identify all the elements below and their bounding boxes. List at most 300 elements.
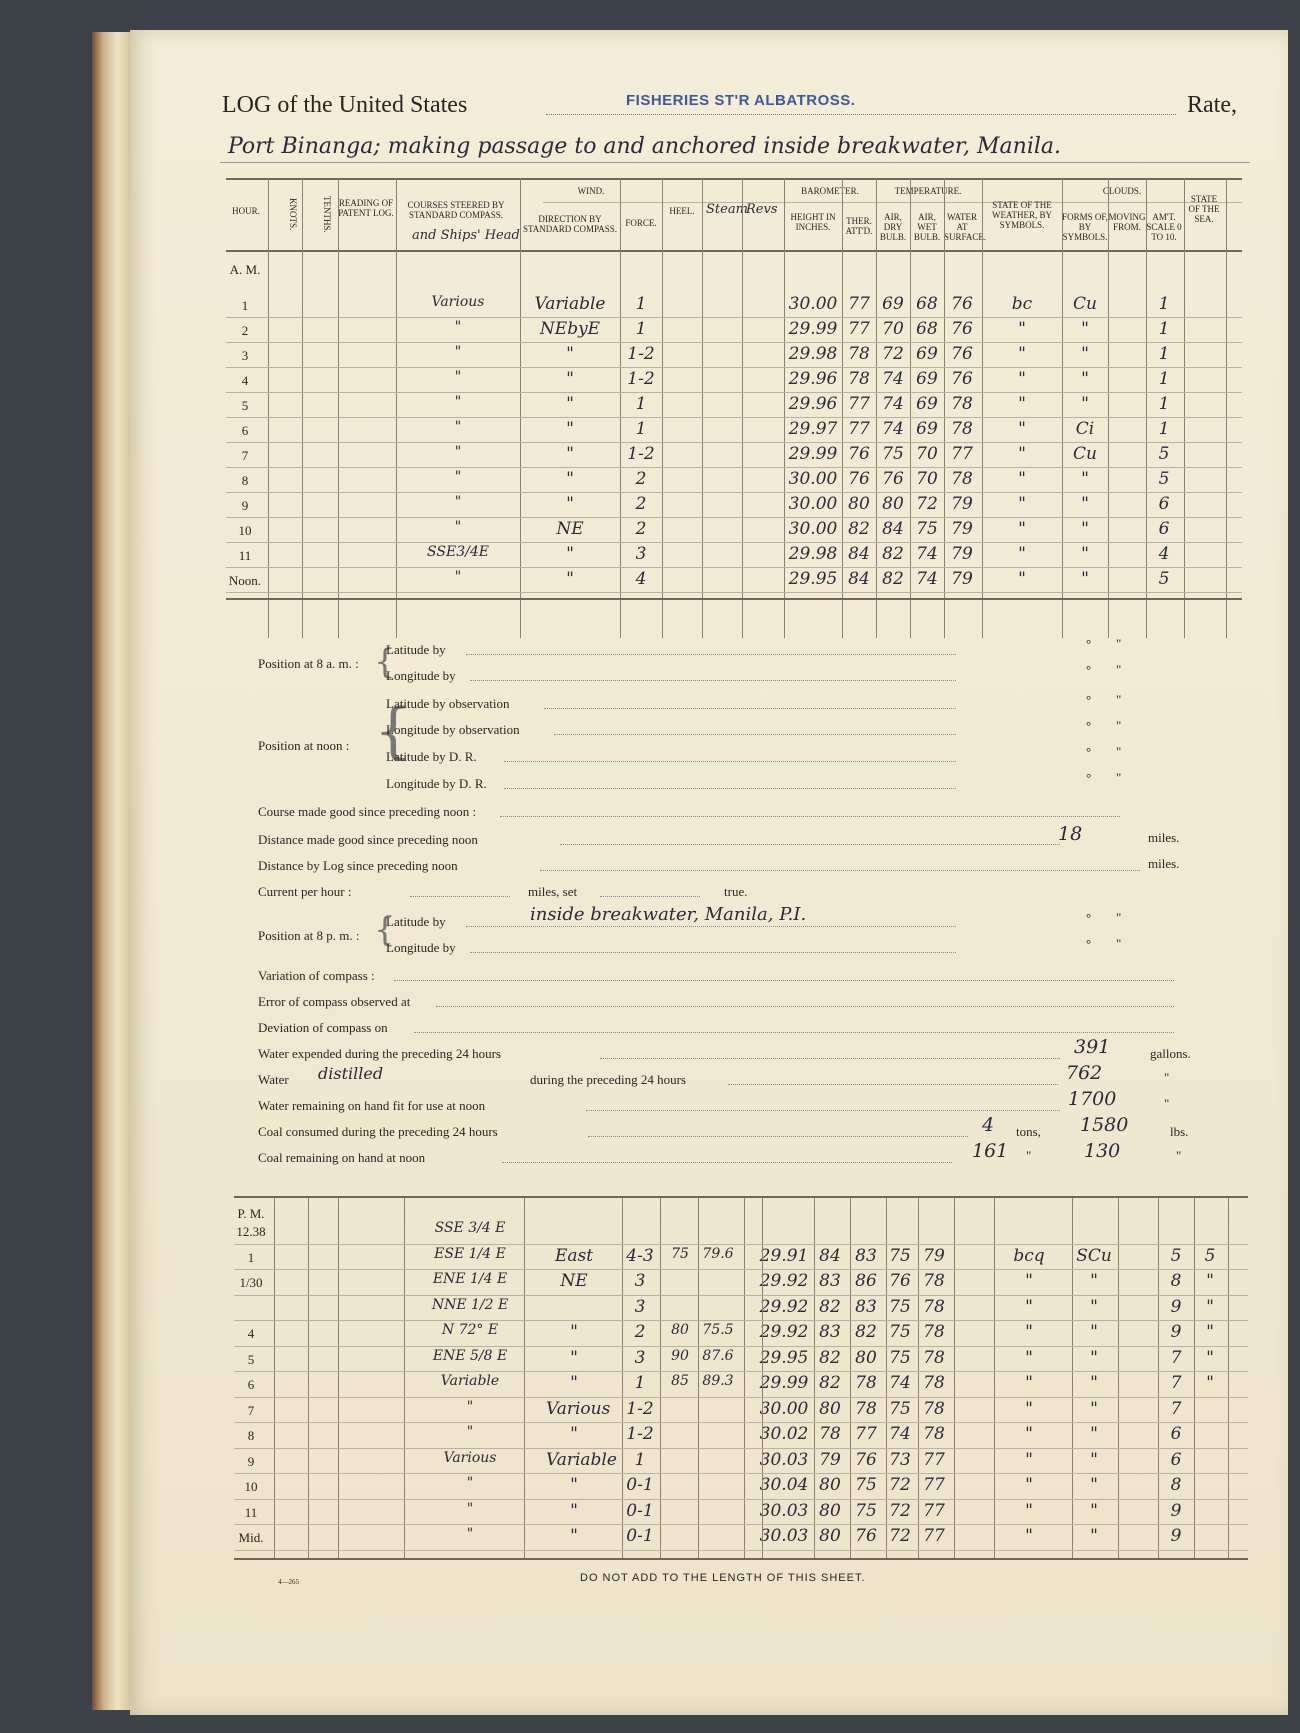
col-knots: KNOTS. (288, 197, 298, 231)
air-wet-cell: 70 (916, 469, 938, 489)
col-tenths: TENTHS. (322, 195, 332, 233)
dotline (560, 844, 1060, 845)
weather-cell: " (1018, 444, 1026, 464)
dotline (414, 1032, 1174, 1033)
wind-force-cell: 4-3 (626, 1245, 654, 1266)
dotline (554, 734, 956, 735)
water-distilled-value: 762 (1066, 1062, 1103, 1084)
ditto-mark: " (1164, 1070, 1170, 1085)
baro-height-cell: 30.04 (759, 1475, 809, 1495)
error-of-compass: Error of compass observed at (258, 994, 411, 1009)
row-rule (226, 342, 1242, 343)
course-cell: " (466, 1398, 474, 1415)
variation-of-compass: Variation of compass : (258, 968, 375, 983)
hour-cell: 5 (241, 398, 249, 413)
lat-observation: Latitude by observation (386, 696, 510, 711)
row-rule (234, 1422, 1248, 1423)
col-wind-direction: DIRECTION BY STANDARD COMPASS. (523, 214, 617, 234)
cloud-amount-cell: 1 (1158, 419, 1170, 439)
row-rule (234, 1269, 1248, 1270)
water-temp-cell: 77 (923, 1500, 945, 1521)
air-wet-cell: 69 (916, 419, 938, 439)
water-temp-cell: 79 (951, 544, 973, 564)
cloud-forms-cell: Ci (1075, 419, 1095, 439)
dotline (586, 1110, 1060, 1111)
wind-force-cell: 1-2 (627, 444, 655, 464)
water-temp-cell: 76 (951, 319, 973, 339)
dotline (540, 870, 1140, 871)
dotline (470, 680, 956, 681)
baro-ther-cell: 78 (848, 344, 870, 364)
column-divider (744, 1198, 745, 1558)
column-divider (308, 1198, 309, 1558)
baro-height-cell: 29.99 (788, 319, 838, 339)
hour-cell: 4 (247, 1326, 255, 1341)
cloud-amount-cell: 1 (1158, 319, 1170, 339)
course-cell: N 72° E (441, 1322, 499, 1338)
log-page (130, 30, 1288, 1715)
hour-cell: 5 (247, 1351, 255, 1367)
hour-cell: 6 (241, 423, 249, 438)
column-divider (698, 1198, 699, 1558)
cloud-amount-cell: 9 (1170, 1322, 1182, 1342)
baro-height-cell: 29.98 (788, 544, 838, 564)
cloud-forms-cell: " (1081, 344, 1089, 364)
wind-direction-cell: " (570, 1475, 578, 1495)
cloud-forms-cell: Cu (1073, 294, 1097, 314)
baro-ther-cell: 80 (819, 1475, 841, 1495)
row-rule (226, 317, 1242, 318)
course-cell: " (454, 394, 462, 410)
miles-set: miles, set (528, 884, 578, 899)
course-cell: " (454, 344, 462, 360)
col-cloud-forms: FORMS OF, BY SYMBOLS. (1062, 212, 1108, 242)
cloud-amount-cell: 8 (1170, 1475, 1182, 1495)
baro-ther-cell: 84 (848, 544, 870, 564)
dotline (728, 1084, 1058, 1085)
baro-ther-cell: 83 (819, 1271, 841, 1291)
row-rule (226, 567, 1242, 568)
cloud-amount-cell: 1 (1158, 369, 1170, 389)
weather-cell: bc (1011, 294, 1033, 314)
sea-state-cell: " (1206, 1373, 1214, 1393)
sec-mark: " (1116, 718, 1122, 733)
ditto-mark: " (1176, 1148, 1182, 1163)
air-wet-cell: 68 (916, 319, 938, 339)
air-wet-cell: 72 (889, 1475, 911, 1495)
cloud-forms-cell: " (1081, 519, 1089, 539)
sec-mark: " (1116, 744, 1122, 759)
wind-direction-cell: NEbyE (539, 319, 601, 339)
column-divider (910, 178, 911, 638)
col-clouds: CLOUDS. (1102, 186, 1142, 196)
col-wind-force: FORCE. (625, 218, 657, 228)
air-dry-cell: 77 (855, 1424, 877, 1444)
row-rule (234, 1397, 1248, 1398)
sea-state-cell: 5 (1204, 1245, 1216, 1266)
cloud-forms-cell: " (1081, 394, 1089, 414)
air-dry-cell: 80 (855, 1347, 877, 1368)
air-wet-cell: 74 (889, 1424, 911, 1444)
baro-height-cell: 29.99 (759, 1373, 809, 1393)
wind-force-cell: 1-2 (627, 369, 655, 389)
remark-rule (220, 162, 1250, 163)
row-rule (234, 1320, 1248, 1321)
wind-force-cell: 1-2 (626, 1398, 654, 1419)
course-cell: " (454, 519, 462, 535)
column-divider (620, 178, 621, 638)
air-dry-cell: 82 (882, 569, 904, 589)
wind-direction-cell: " (566, 444, 574, 464)
cloud-forms-cell: " (1081, 369, 1089, 389)
air-dry-cell: 78 (855, 1398, 877, 1419)
air-dry-cell: 74 (882, 419, 904, 439)
course-cell: Various (431, 294, 485, 310)
wind-direction-cell: " (566, 569, 574, 589)
log-title: LOG of the United States (222, 92, 468, 118)
baro-height-cell: 30.00 (759, 1398, 809, 1419)
pos-8am-label: Position at 8 a. m. : (258, 656, 359, 671)
course-cell: " (466, 1526, 474, 1542)
wind-force-cell: 2 (634, 1322, 646, 1342)
dotline (436, 1006, 1174, 1007)
column-divider (622, 1198, 623, 1558)
header-bottom-rule (226, 250, 1242, 252)
column-divider (1118, 1198, 1119, 1558)
column-divider (1158, 1198, 1159, 1558)
sea-state-cell: " (1206, 1322, 1214, 1342)
coal-remaining-tons: 161 (972, 1140, 1009, 1162)
true-label: true. (724, 884, 748, 899)
wind-force-cell: 2 (635, 469, 647, 489)
wind-force-cell: 1 (634, 1373, 646, 1393)
column-divider (982, 178, 983, 638)
weather-cell: " (1018, 469, 1026, 489)
cloud-amount-cell: 1 (1158, 294, 1170, 314)
air-dry-cell: 80 (882, 494, 904, 514)
water-temp-cell: 78 (923, 1271, 945, 1291)
wind-force-cell: 1 (634, 1449, 646, 1470)
cloud-amount-cell: 8 (1170, 1271, 1182, 1291)
cloud-amount-cell: 6 (1170, 1424, 1182, 1444)
baro-height-cell: 29.95 (788, 569, 838, 589)
air-dry-cell: 76 (855, 1526, 877, 1546)
water-temp-cell: 76 (951, 294, 973, 314)
long-by-8pm: Longitude by (386, 940, 456, 955)
weather-cell: " (1025, 1449, 1033, 1470)
steam-cell: 75 (671, 1245, 689, 1262)
baro-ther-cell: 77 (848, 394, 870, 414)
ditto-mark: " (1026, 1148, 1032, 1163)
column-divider (302, 178, 303, 638)
title-rule (546, 114, 1176, 115)
cloud-forms-cell: " (1090, 1296, 1098, 1317)
wind-direction-cell: NE (560, 1271, 588, 1291)
air-dry-cell: 78 (855, 1373, 877, 1393)
baro-height-cell: 29.96 (788, 369, 838, 389)
course-cell: " (454, 494, 462, 510)
air-dry-cell: 82 (855, 1322, 877, 1342)
column-divider (396, 178, 397, 638)
form-number: 4—265 (278, 1578, 299, 1586)
brace-8pm: { (374, 910, 396, 950)
course-cell: ENE 1/4 E (432, 1271, 508, 1287)
water-label: Water (258, 1072, 289, 1087)
baro-ther-cell: 84 (848, 569, 870, 589)
column-divider (762, 1198, 763, 1558)
baro-ther-cell: 77 (848, 419, 870, 439)
water-temp-cell: 79 (951, 519, 973, 539)
course-cell: ENE 5/8 E (432, 1347, 508, 1364)
dotline (500, 816, 1120, 817)
baro-ther-cell: 80 (819, 1398, 841, 1419)
wind-direction-cell: NE (556, 519, 584, 539)
course-cell: ESE 1/4 E (434, 1245, 506, 1262)
table-bottom-rule (226, 598, 1242, 600)
row-rule (234, 1346, 1248, 1347)
column-divider (994, 1198, 995, 1558)
baro-ther-cell: 84 (819, 1245, 841, 1266)
lat-dr: Latitude by D. R. (386, 749, 477, 764)
hour-cell: 11 (238, 548, 252, 563)
air-wet-cell: 74 (889, 1373, 911, 1393)
pm-log-table (234, 1198, 1248, 1558)
cloud-amount-cell: 5 (1170, 1245, 1182, 1266)
wind-force-cell: 2 (635, 519, 647, 539)
air-dry-cell: 83 (855, 1245, 877, 1266)
cloud-amount-cell: 7 (1170, 1373, 1182, 1393)
baro-height-cell: 30.00 (788, 294, 838, 314)
cloud-amount-cell: 5 (1158, 569, 1170, 589)
air-dry-cell: 69 (882, 294, 904, 314)
air-dry-cell: 70 (882, 319, 904, 339)
column-divider (742, 178, 743, 638)
weather-cell: " (1018, 394, 1026, 414)
wind-direction-cell: " (566, 344, 574, 364)
ditto-mark: " (1164, 1096, 1170, 1111)
water-temp-cell: 78 (923, 1347, 945, 1368)
water-temp-cell: 77 (923, 1526, 945, 1546)
baro-ther-cell: 78 (819, 1424, 841, 1444)
air-dry-cell: 75 (882, 444, 904, 464)
revs-cell: 87.6 (702, 1347, 734, 1364)
wind-force-cell: 1 (635, 394, 647, 414)
wind-force-cell: 1 (635, 319, 647, 339)
water-temp-cell: 78 (923, 1322, 945, 1342)
row-rule (226, 592, 1242, 593)
weather-cell: " (1025, 1424, 1033, 1444)
row-rule (234, 1371, 1248, 1372)
col-air-wet: AIR, WET BULB. (913, 212, 941, 242)
cloud-forms-cell: " (1090, 1347, 1098, 1368)
baro-ther-cell: 78 (848, 369, 870, 389)
miles-unit: miles. (1148, 830, 1180, 845)
col-sea: STATE OF THE SEA. (1188, 194, 1220, 224)
water-expended: Water expended during the preceding 24 hours (258, 1046, 501, 1061)
pos-8pm-label: Position at 8 p. m. : (258, 928, 360, 943)
dotline (502, 1162, 952, 1163)
baro-ther-cell: 80 (819, 1500, 841, 1521)
water-temp-cell: 78 (951, 419, 973, 439)
distance-made-good: Distance made good since preceding noon (258, 832, 478, 847)
hour-cell: 8 (247, 1428, 255, 1443)
course-cell: SSE 3/4 E (434, 1220, 506, 1236)
air-dry-cell: 83 (855, 1296, 877, 1317)
cloud-amount-cell: 7 (1170, 1398, 1182, 1419)
column-divider (1146, 178, 1147, 638)
wind-direction-cell: " (570, 1526, 578, 1546)
hour-cell: 10 (244, 1479, 258, 1494)
sea-state-cell: " (1206, 1347, 1214, 1368)
air-wet-cell: 75 (889, 1296, 911, 1317)
course-made-good: Course made good since preceding noon : (258, 804, 477, 819)
baro-ther-cell: 76 (848, 469, 870, 489)
course-cell: " (466, 1424, 474, 1440)
wind-direction-cell: Various (546, 1398, 611, 1419)
weather-cell: " (1018, 494, 1026, 514)
wind-force-cell: 1 (635, 294, 647, 314)
course-cell: " (466, 1500, 474, 1517)
col-baro-height: HEIGHT IN INCHES. (790, 212, 836, 232)
weather-cell: " (1025, 1373, 1033, 1393)
col-air-dry: AIR, DRY BULB. (879, 212, 907, 242)
wind-direction-cell: " (566, 544, 574, 564)
wind-direction-cell: " (570, 1500, 578, 1521)
baro-height-cell: 30.02 (759, 1424, 809, 1444)
col-courses: COURSES STEERED BY STANDARD COMPASS. (407, 200, 505, 220)
wind-force-cell: 0-1 (626, 1475, 654, 1495)
course-cell: SSE3/4E (427, 544, 489, 560)
baro-height-cell: 29.99 (788, 444, 838, 464)
baro-ther-cell: 83 (819, 1322, 841, 1342)
row-rule (234, 1448, 1248, 1449)
air-dry-cell: 82 (882, 544, 904, 564)
coal-consumed-tons: 4 (982, 1114, 995, 1136)
air-wet-cell: 72 (889, 1500, 911, 1521)
weather-cell: " (1018, 319, 1026, 339)
sec-mark: " (1116, 910, 1122, 925)
cloud-forms-cell: " (1090, 1271, 1098, 1291)
wind-force-cell: 1-2 (626, 1424, 654, 1444)
coal-remaining-lbs: 130 (1084, 1140, 1121, 1162)
hour-cell: 7 (247, 1402, 255, 1418)
row-rule (226, 367, 1242, 368)
wind-direction-cell: " (566, 369, 574, 389)
deg-mark: ° (1086, 662, 1092, 677)
air-dry-cell: 75 (855, 1475, 877, 1495)
wind-force-cell: 0-1 (626, 1500, 654, 1521)
air-wet-cell: 75 (889, 1245, 911, 1266)
row-rule (226, 442, 1242, 443)
wind-force-cell: 1-2 (627, 344, 655, 364)
baro-height-cell: 30.03 (759, 1500, 809, 1521)
air-wet-cell: 70 (916, 444, 938, 464)
hour-cell: 2 (241, 323, 249, 338)
cloud-amount-cell: 1 (1158, 394, 1170, 414)
distance-by-log: Distance by Log since preceding noon (258, 858, 458, 873)
cloud-forms-cell: " (1090, 1373, 1098, 1393)
lat-by-8am: Latitude by (386, 642, 446, 657)
dotline (544, 708, 956, 709)
wind-direction-cell: Variable (546, 1449, 617, 1470)
revs-cell: 89.3 (702, 1373, 734, 1389)
passage-remark: Port Binanga; making passage to and anchored inside breakwater, Manila. (228, 134, 1062, 159)
cloud-forms-cell: " (1081, 569, 1089, 589)
revs-cell: 79.6 (702, 1245, 734, 1262)
column-divider (338, 178, 339, 638)
distance-made-good-value: 18 (1058, 823, 1083, 845)
wind-direction-cell: " (570, 1424, 578, 1444)
wind-force-cell: 0-1 (626, 1526, 654, 1546)
subheader-rule (543, 202, 1242, 203)
column-divider (1194, 1198, 1195, 1558)
water-temp-cell: 77 (923, 1449, 945, 1470)
water-temp-cell: 78 (923, 1373, 945, 1393)
weather-cell: bcq (1013, 1245, 1045, 1266)
pm-label: P. M. (237, 1206, 265, 1221)
hour-cell: 11 (244, 1504, 258, 1520)
weather-cell: " (1018, 419, 1026, 439)
column-divider (520, 178, 521, 638)
pm-top-rule (234, 1196, 1248, 1198)
air-wet-cell: 76 (889, 1271, 911, 1291)
wind-force-cell: 3 (634, 1271, 646, 1291)
course-cell: " (454, 469, 462, 485)
cloud-amount-cell: 9 (1170, 1296, 1182, 1317)
dotline (410, 896, 510, 897)
wind-direction-cell: " (566, 494, 574, 514)
steam-cell: 80 (671, 1322, 689, 1338)
water-expended-value: 391 (1074, 1036, 1111, 1058)
course-cell: Variable (440, 1373, 500, 1389)
course-cell: " (454, 419, 462, 435)
row-rule (234, 1473, 1248, 1474)
baro-height-cell: 29.92 (759, 1296, 809, 1317)
weather-cell: " (1025, 1347, 1033, 1368)
lat-8pm-value: inside breakwater, Manila, P.I. (530, 904, 807, 925)
steam-cell: 85 (671, 1373, 689, 1389)
column-divider (1072, 1198, 1073, 1558)
weather-cell: " (1025, 1296, 1033, 1317)
wind-force-cell: 4 (635, 569, 647, 589)
air-wet-cell: 68 (916, 294, 938, 314)
cloud-forms-cell: " (1081, 469, 1089, 489)
row-rule (226, 467, 1242, 468)
baro-ther-cell: 80 (848, 494, 870, 514)
sec-mark: " (1116, 662, 1122, 677)
row-rule (226, 492, 1242, 493)
col-steam: Steam (706, 202, 748, 217)
cloud-forms-cell: " (1090, 1322, 1098, 1342)
dotline (470, 952, 956, 953)
coal-consumed-lbs: 1580 (1080, 1114, 1129, 1136)
baro-height-cell: 29.92 (759, 1271, 809, 1291)
col-water-surface: WATER AT SURFACE. (944, 212, 987, 242)
deviation-of-compass: Deviation of compass on (258, 1020, 388, 1035)
column-divider (660, 1198, 661, 1558)
hour-cell: 1/30 (239, 1275, 263, 1290)
deg-mark: ° (1086, 770, 1092, 785)
baro-height-cell: 29.91 (759, 1245, 809, 1266)
cloud-amount-cell: 5 (1158, 469, 1170, 489)
wind-force-cell: 2 (635, 494, 647, 514)
wind-direction-cell: " (570, 1347, 578, 1368)
column-divider (842, 178, 843, 638)
baro-height-cell: 30.03 (759, 1449, 809, 1470)
lbs-unit: lbs. (1170, 1124, 1189, 1139)
deg-mark: ° (1086, 718, 1092, 733)
hour-cell: 9 (247, 1453, 255, 1469)
